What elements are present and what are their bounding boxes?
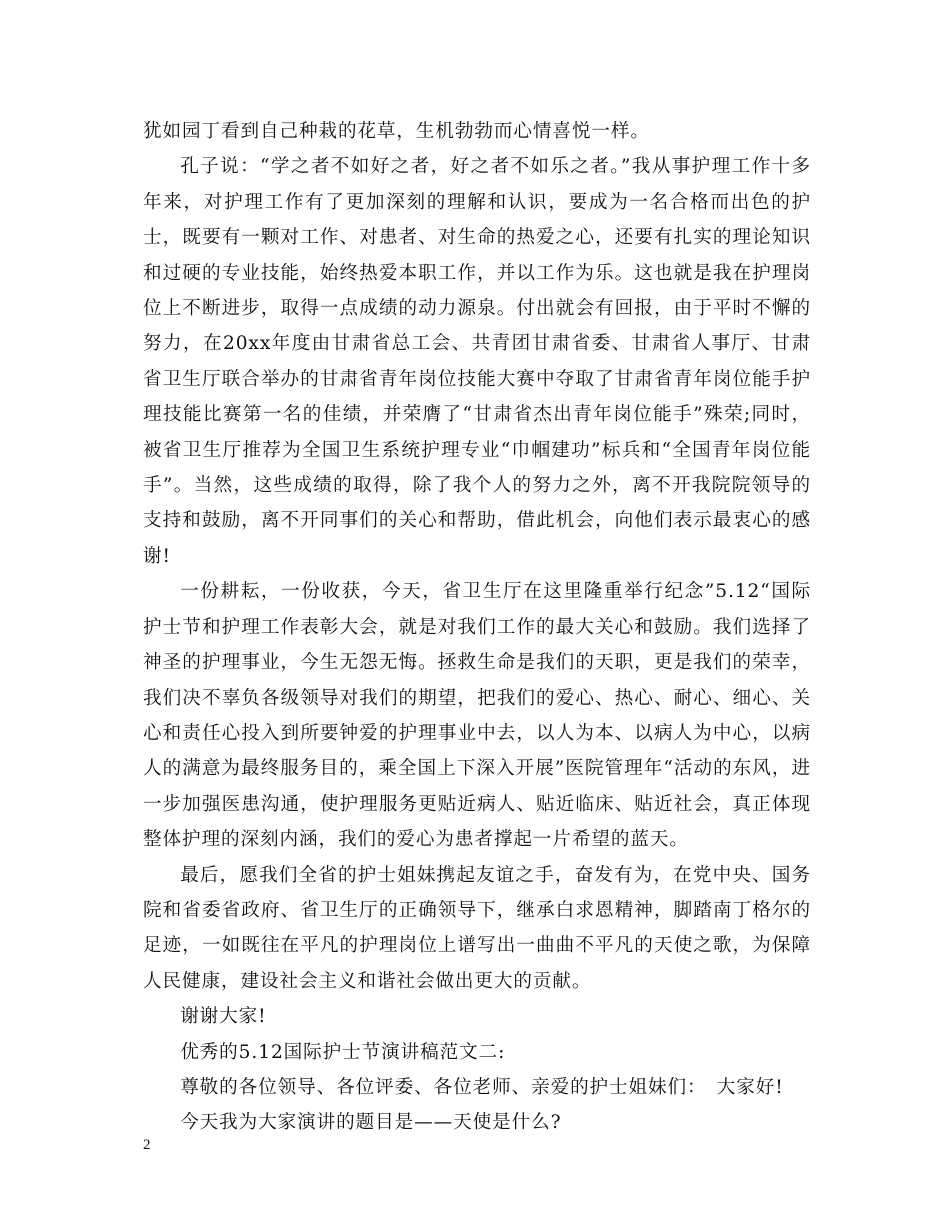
- document-body: [143, 114, 811, 1141]
- paragraph-greeting: 尊敬的各位领导、各位评委、各位老师、亲爱的护士姐妹们： 大家好!: [180, 1076, 784, 1098]
- paragraph-harvest: 一份耕耘，一份收获，今天，省卫生厅在这里隆重举行纪念”5.12“国际护士节和护理工作表彰大会，就是对我们工作的最大关心和鼓励。我们选择了神圣的护理事业，今生无怨无悔。拯救生命是我们的天职，更是我们的荣幸，我们决不辜负各级领导对我们的期望，把我们的爱心、热心、耐心、细心、关心和责任心投入到所要钟爱的护理事业中去，以人为本、以病人为中心，以病人的满意为最终服务目的，乘全国上下深入开展”医院管理年“活动的东风，进一步加强医患沟通，使护理服务更贴近病人、贴近临床、贴近社会，真正体现整体护理的深刻内涵，我们的爱心为患者撑起一片希望的蓝天。: [143, 581, 811, 851]
- paragraph-continuation: 犹如园丁看到自己种栽的花草，生机勃勃而心情喜悦一样。: [143, 121, 650, 142]
- paragraph-sample-title: 优秀的5.12国际护士节演讲稿范文二:: [180, 1041, 506, 1063]
- paragraph-thanks: 谢谢大家!: [180, 1006, 267, 1028]
- page-number: 2: [143, 1137, 151, 1153]
- paragraph-closing: 最后，愿我们全省的护士姐妹携起友谊之手，奋发有为，在党中央、国务院和省委省政府、省卫生厅的正确领导下，继承白求恩精神，脚踏南丁格尔的足迹，一如既往在平凡的护理岗位上谱写出一曲曲不平凡的天使之歌，为保障人民健康，建设社会主义和谐社会做出更大的贡献。: [143, 864, 811, 992]
- paragraph-topic: 今天我为大家演讲的题目是——天使是什么?: [180, 1112, 562, 1134]
- paragraph-confucius: 孔子说：“学之者不如好之者，好之者不如乐之者。”我从事护理工作十多年来，对护理工作有了更加深刻的理解和认识，要成为一名合格而出色的护士，既要有一颗对工作、对患者、对生命的热爱之心，还要有扎实的理论知识和过硬的专业技能，始终热爱本职工作，并以工作为乐。这也就是我在护理岗位上不断进步，取得一点成绩的动力源泉。付出就会有回报，由于平时不懈的努力，在20xx年度由甘肃省总工会、共青团甘肃省委、甘肃省人事厅、甘肃省卫生厅联合举办的甘肃省青年岗位技能大赛中夺取了甘肃省青年岗位能手护理技能比赛第一名的佳绩，并荣膺了“甘肃省杰出青年岗位能手”殊荣;同时，被省卫生厅推荐为全国卫生系统护理专业“巾帼建功”标兵和“全国青年岗位能手”。当然，这些成绩的取得，除了我个人的努力之外，离不开我院院领导的支持和鼓励，离不开同事们的关心和帮助，借此机会，向他们表示最衷心的感谢!: [143, 156, 811, 567]
